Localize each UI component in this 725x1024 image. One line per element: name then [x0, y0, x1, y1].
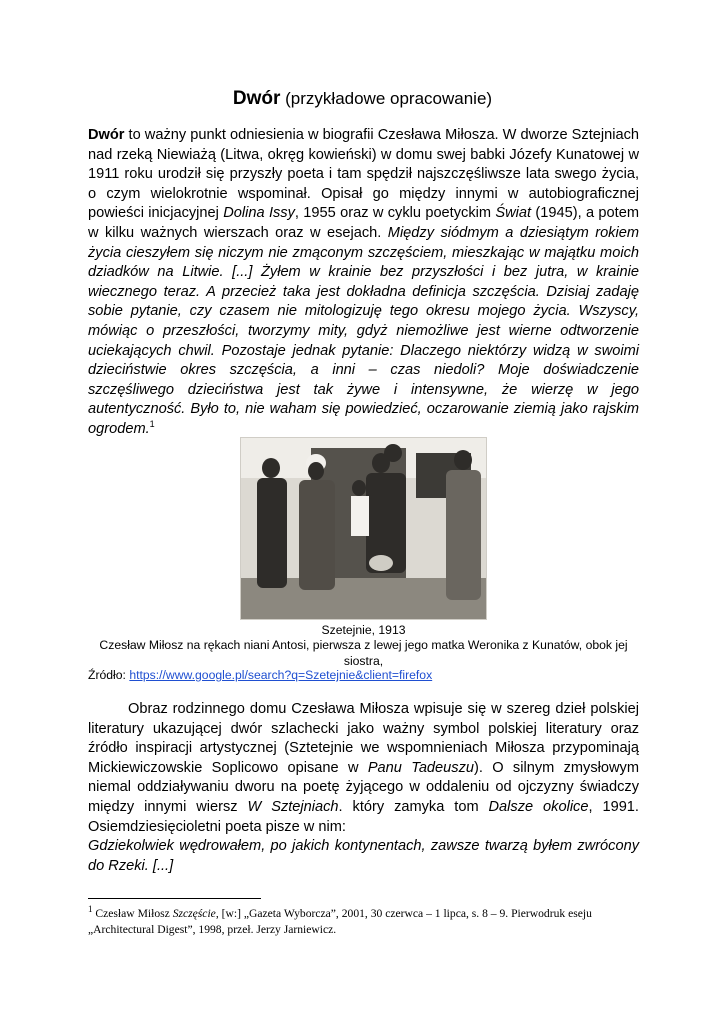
title-subtitle: (przykładowe opracowanie)	[285, 89, 493, 108]
footnote-text-a: Czesław Miłosz	[92, 907, 173, 920]
manor-text-a: Obraz rodzinnego domu Czesława Miłosza wpisuje się w szereg dzieł polskiej literatury ukazującej dwór szlachecki jako ważny symbol polskiej literatury oraz źródło inspiracji artystycznej (Sztetejnie we wspomnieniach Miłosza przypominają Mickiewiczowskie Soplicowo opisane w	[88, 701, 639, 776]
intro-text-c: (1945), a potem w kilku ważnych wierszach oraz w esejach.	[88, 205, 639, 241]
book-title-pan-tadeusz: Panu Tadeuszu	[367, 759, 474, 776]
footnote-number: 1	[88, 904, 93, 915]
manor-text-b: ). O silnym zmysłowym niemal oddziaływaniu dworu na poetę żyjącego w oddaleniu od ojczyzny świadczy między innymi wiersz	[88, 759, 640, 815]
intro-text-b: , 1955 oraz w cyklu poetyckim	[294, 205, 496, 222]
photo-caption-description: Czesław Miłosz na rękach niani Antosi, pierwsza z lewej jego matka Weronika z Kunatów, obok jej siostra,	[99, 638, 628, 668]
photo-illustration	[241, 438, 486, 619]
footnote	[88, 906, 648, 938]
source-link[interactable]: https://www.google.pl/search?q=Szetejnie&client=firefox	[129, 668, 433, 682]
footnote-divider	[88, 898, 261, 899]
book-title-swiat: Świat	[495, 205, 532, 222]
intro-text-a: to ważny punkt odniesienia w biografii Czesława Miłosza. W dworze Sztejniach nad rzeką Niewiażą (Litwa, okręg kowieński) w domu swej babki Józefy Kunatowej w 1911 roku urodził się przyszły poeta i tam spędził najszczęśliwsze lata swego życia, o czym wielokrotnie wspominał. Opisał go między innymi w autobiograficznej powieści inicjacyjnej	[88, 127, 639, 222]
poem-title-w-sztejniach: W Sztejniach	[247, 798, 339, 815]
footnote-essay-title: Szczęście	[172, 907, 216, 920]
footnote-text-b: , [w:] „Gazeta Wyborcza”, 2001, 30 czerwca – 1 lipca, s. 8 – 9. Pierwodruk eseju „Architectural Digest”, 1998, przeł. Jerzy Jarniewicz.	[88, 907, 592, 936]
poem-quote: Gdziekolwiek wędrowałem, po jakich kontynentach, zawsze twarzą byłem zwrócony do Rzeki. [...]	[88, 838, 639, 874]
title-bold: Dwór	[232, 88, 281, 109]
photo-source	[88, 668, 432, 682]
photo-caption-place-year: Szetejnie, 1913	[321, 623, 406, 637]
paragraph-intro	[88, 126, 639, 440]
paragraph-manor	[88, 700, 639, 876]
page-title	[0, 88, 725, 110]
footnote-reference[interactable]: 1	[149, 419, 155, 430]
source-label: Źródło:	[88, 668, 130, 682]
manor-text-c: . który zamyka tom	[338, 798, 489, 815]
milosz-quote: Między siódmym a dziesiątym rokiem życia cieszyłem się niczym nie zmąconym szczęściem, mieszkając w majątku moich dziadków na Litwie. [...] Żyłem w krainie bez przyszłości i bez jutra, w krainie wiecznego teraz. A przecież taka jest dokładna definicja szczęścia. Dzisiaj zadaję sobie pytanie, czy czasem nie mitologizuję tego okresu mojego życia. Wszyscy, mówiąc o przeszłości, tworzymy mity, gdyż niemożliwe jest wierne odtworzenie uciekających chwil. Pozostaje jednak pytanie: Dlaczego niektórzy widzą w swoimi dzieciństwie okres szczęścia, a inni – czas niedoli? Moje doświadczenie szczęśliwego dzieciństwa jest tak żywe i intensywne, że wierzę w jego autentyczność. Było to, nie waham się powiedzieć, oczarowanie ziemią jako rajskim ogrodem.	[88, 224, 639, 437]
book-title-dalsze-okolice: Dalsze okolice	[488, 798, 589, 815]
book-title-dolina-issy: Dolina Issy	[223, 205, 295, 222]
lead-term: Dwór	[88, 127, 125, 143]
historical-photo	[240, 437, 487, 620]
manor-text-d: , 1991. Osiemdziesięcioletni poeta pisze w nim:	[88, 798, 639, 835]
